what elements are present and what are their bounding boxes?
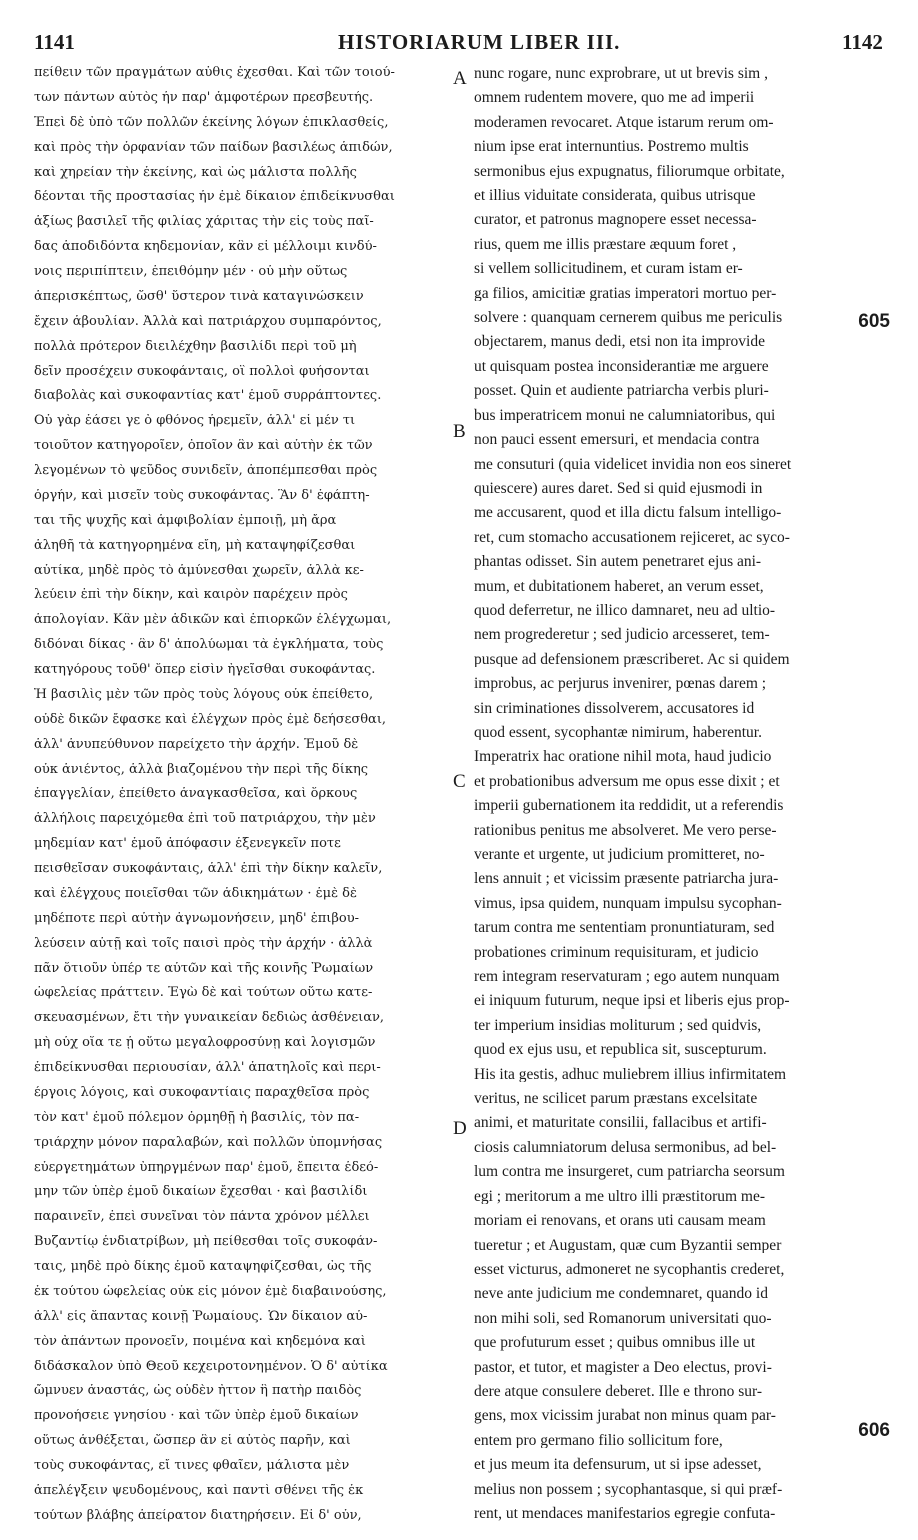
latin-text-line: objectarem, manus dedi, etsi non ita improvide [474, 334, 765, 350]
latin-text-line: sin criminationes dissolverem, accusatores id [474, 700, 755, 717]
latin-text-line: lum contra me insurgeret, cum patriarcha seorsum [474, 1164, 785, 1180]
latin-text-line: nunc rogare, nunc exprobrare, ut ut brevis sim , [474, 66, 768, 82]
latin-text-line: bus imperatricem monui ne calumniatoribus, qui [474, 407, 776, 424]
greek-text-line: δέονται τῆς προστασίας ἦν ἐμὲ δίκαιον ἐπιδείκνυσθαι [34, 190, 395, 204]
margin-gutter [453, 66, 473, 1522]
greek-text-line: ὤμνυεν ἀναστάς, ὡς οὐδὲν ἧττον ἢ πατὴρ παιδὸς [34, 1384, 362, 1398]
latin-text-line: ut quisquam postea inconsiderantiæ me arguere [474, 358, 769, 375]
greek-text-line: ται τῆς ψυχῆς καὶ ἀμφιβολίαν ἐμποιῇ, μὴ ἄρα [34, 513, 337, 527]
latin-text-line: tueretur ; et Augustam, quæ cum Byzantii semper [474, 1237, 782, 1253]
margin-letter-d: D [453, 1118, 467, 1139]
latin-text-line: curator, et patronus magnopere esset necessa- [474, 212, 757, 228]
latin-text-line: probationes criminum requisituram, et judicio [474, 944, 759, 961]
right-page-number: 1142 [842, 30, 883, 54]
latin-text-line: gens, mox vicissim jurabat non minus quam par- [474, 1408, 776, 1424]
greek-text-line: ἀληθῆ τὰ κατηγορημένα εἴη, μὴ καταψηφίζεσθαι [34, 538, 356, 552]
margin-letter-c: C [453, 771, 466, 792]
greek-text-line: νοις περιπίπτειν, ἐπειθόμην μέν · οὐ μὴν οὕτως [34, 265, 348, 278]
greek-text-line: ἔχειν ἀβουλίαν. Ἀλλὰ καὶ πατριάρχου συμπαρόντος, [34, 314, 382, 328]
greek-text-line: των πάντων αὐτὸς ἦν παρ' ἀμφοτέρων πρεσβευτής. [34, 90, 374, 104]
greek-text-line: παραινεῖν, ἐπεὶ συνεῖναι τὸν πάντα χρόνον μέλλει [34, 1210, 370, 1224]
latin-text-line: sermonibus ejus expugnatus, filiorumque orbitate, [474, 163, 785, 180]
greek-column [34, 66, 452, 1522]
latin-text-line: pastor, et tutor, et magister a Deo electus, provi- [474, 1359, 772, 1376]
latin-text-line: nem progrederetur ; sed judicio arcesseret, tem- [474, 627, 770, 643]
latin-text-line: neve ante judicium me condemnaret, quando id [474, 1286, 768, 1302]
latin-text-line: moderamen revocaret. Atque istarum rerum om- [474, 114, 774, 131]
latin-text-line: dere atque consulere deberet. Ille e throno sur- [474, 1383, 763, 1400]
greek-text-line: οὐκ ἀνιέντος, ἀλλὰ βιαζομένου τὴν περὶ τῆς δίκης [34, 762, 369, 776]
greek-text-line: καὶ πρὸς τὴν ὀρφανίαν τῶν παίδων βασιλέως ἀπιδών, [34, 140, 393, 154]
greek-text-line: Οὐ γὰρ ἐάσει γε ὁ φθόνος ἠρεμεῖν, ἀλλ' εἰ μέν τι [34, 414, 356, 428]
greek-text-line: πείθειν τῶν πραγμάτων αὐθις ἐχεσθαι. Καὶ τῶν τοιού- [34, 66, 395, 79]
greek-text-line: ἀλλ' ἀνυπεύθυνον παρείχετο τὴν ἀρχήν. Ἐμοῦ δὲ [34, 737, 359, 751]
latin-text-line: solvere : quanquam cernerem quibus me periculis [474, 310, 783, 326]
greek-text-line: εὐεργετημάτων ὑπηργμένων παρ' ἐμοῦ, ἔπειτα ἐδεό- [34, 1160, 379, 1174]
latin-text-line: moriam ei renovans, et orans uti causam meam [474, 1213, 766, 1229]
greek-text-line: ἀπελέγξειν ψευδομένους, καὶ παντὶ σθένει τῆς ἐκ [34, 1483, 364, 1497]
greek-text-line: καὶ ἐλέγχους ποιεῖσθαι τῶν ἀδικημάτων · ἐμὲ δὲ [34, 886, 357, 900]
greek-text-line: μηδεμίαν κατ' ἐμοῦ ἀπόφασιν ἐξενεγκεῖν ποτε [34, 837, 341, 851]
latin-text-line: non mihi soli, sed Romanorum universitati quo- [474, 1310, 772, 1327]
latin-text-line: entem pro germano filio sollicitum fore, [474, 1432, 723, 1449]
greek-text-line: ἐκ τούτου ὠφελείας οὐκ εἰς μόνον ἐμὲ διαβαινούσης, [34, 1284, 387, 1298]
greek-text-line: ἀπερισκέπτως, ὥσθ' ὕστερον τινὰ καταγινώσκειν [34, 289, 364, 303]
latin-text-line: quod essent, sycophantæ nimirum, haberentur. [474, 724, 762, 741]
latin-text-line: tarum contra me sententiam pronuntiaturam, sed [474, 920, 775, 936]
latin-text-line: veritus, ne scilicet parum præstans excelsitate [474, 1091, 758, 1107]
latin-text-line: ter imperium insidias moliturum ; sed quidvis, [474, 1017, 762, 1034]
latin-text-line: me consuturi (quia videlicet invidia non eos sineret [474, 456, 792, 472]
latin-text-line: verante et urgente, ut judicium promitteret, no- [474, 847, 765, 863]
latin-text-line: lens annuit ; et vicissim præsente patriarcha jura- [474, 871, 779, 887]
greek-text-line: έργοις λόγοις, καὶ συκοφαντίαις παραχθεῖσα πρὸς [34, 1085, 370, 1099]
marginal-number-606: 606 [858, 1420, 890, 1441]
latin-text-line: rationibus penitus me absolveret. Me vero perse- [474, 822, 777, 839]
latin-text-line: quod ex ejus usu, et republica sit, suscepturum. [474, 1042, 767, 1058]
margin-letter-b: B [453, 421, 466, 442]
latin-column [474, 66, 888, 1522]
latin-text-line: quiescere) aures daret. Sed si quid ejusmodi in [474, 480, 763, 497]
latin-text-line: His ita gestis, adhuc muliebrem illius infirmitatem [474, 1066, 787, 1083]
latin-text-line: esset victurus, admoneret ne sycophantis crederet, [474, 1261, 785, 1278]
greek-text-line: δεῖν προσέχειν συκοφάνταις, οἳ πολλοὶ φυήσονται [34, 364, 370, 378]
greek-text-line: σκευασμένων, ἔτι τὴν γυναικείαν δεδιὼς ἀσθένειαν, [34, 1011, 385, 1025]
latin-text-line: ciosis calumniatorum delusa sermonibus, ad bel- [474, 1139, 777, 1156]
greek-text-line: Βυζαντίῳ ἐνδιατρίβων, μὴ πείθεσθαι τοῖς συκοφάν- [34, 1235, 378, 1249]
latin-text-line: melius non possem ; sycophantasque, si qui præf- [474, 1481, 783, 1498]
greek-text-line: τοιοῦτον κατηγοροῖεν, ὁποῖον ἂν καὶ αὐτὴν ἐκ τῶν [34, 439, 373, 453]
marginal-number-605: 605 [858, 311, 890, 332]
left-page-number: 1141 [34, 30, 75, 54]
latin-text-line: ei iniquum futurum, neque ipsi et liberis ejus prop- [474, 993, 790, 1009]
latin-text-line: nium ipse erat internuntius. Postremo multis [474, 139, 749, 155]
margin-letter-a: A [453, 68, 467, 89]
greek-text-line: διαβολὰς καὶ συκοφαντίας κατ' ἐμοῦ συρράπτοντες. [34, 389, 382, 403]
greek-text-line: κατηγόρους τοῦθ' ὅπερ εἰσὶν ἡγεῖσθαι συκοφάντας. [34, 663, 376, 676]
greek-text-line: ἀπολογίαν. Κἂν μὲν ἀδικῶν καὶ ἐπιορκῶν ἐλέγχωμαι, [34, 613, 392, 627]
latin-text-line: rius, quem me illis præstare æquum foret , [474, 236, 737, 253]
greek-text-line: αὐτίκα, μηδὲ πρὸς τὸ ἀμύνεσθαι χωρεῖν, ἀλλὰ κε- [34, 563, 364, 577]
latin-text-line: et jus meum ita defensurum, ut si ipse adesset, [474, 1457, 762, 1473]
greek-text-line: ἀλλήλοις παρειχόμεθα ἐπὶ τοῦ πατριάρχου, τὴν μὲν [34, 812, 376, 826]
greek-text-line: μὴ οὐχ οἵα τε ᾖ οὕτω μεγαλοφροσύνῃ καὶ λογισμῶν [34, 1036, 376, 1050]
greek-text-line: λεγομένων τὸ ψεῦδος συνιδεῖν, ἀποπέμπεσθαι πρὸς [34, 464, 378, 477]
greek-text-line: μηδέποτε περὶ αὐτὴν ἀγνωμονήσειν, μηδ' ἐπιβου- [34, 911, 359, 925]
latin-text-line: phantas odisset. Sin autem penetraret ejus ani- [474, 554, 762, 570]
latin-text-line: et illius viduitate considerata, quibus utrisque [474, 188, 756, 204]
greek-text-line: προνοήσειε γνησίου · καὶ τῶν ὑπὲρ ἐμοῦ δικαίων [34, 1409, 359, 1423]
latin-text-line: animi, et maturitate consilii, fallacibus et artifi- [474, 1115, 767, 1131]
greek-text-line: ὠφελείας πράττειν. Ἐγὼ δὲ καὶ τούτων οὕτω κατε- [34, 986, 373, 1000]
latin-text-line: quod deferretur, ne illico damnaret, neu ad ultio- [474, 602, 776, 619]
latin-text-line: ret, cum stomacho accusationem rejiceret, ac syco- [474, 529, 790, 546]
greek-text-line: τούτων βλάβης ἀπείρατον διατηρήσειν. Εἰ δ' οὖν, [34, 1508, 362, 1522]
latin-text-line: non pauci essent emersuri, et mendacia contra [474, 432, 760, 448]
greek-text-line: ἐπιδείκνυσθαι περιουσίαν, ἀλλ' ἀπατηλοῖς καὶ περι- [34, 1061, 381, 1074]
greek-text-line: καὶ χηρείαν τὴν ἐκείνης, καὶ ὡς μάλιστα πολλῆς [34, 165, 357, 179]
latin-text-line: si vellem sollicitudinem, et curam istam er- [474, 261, 743, 277]
latin-text-line: improbus, ac perjurus invenirer, pœnas darem ; [474, 676, 767, 692]
latin-text-line: et probationibus adversum me opus esse dixit ; et [474, 773, 780, 790]
greek-text-line: ἀξίως βασιλεῖ τῆς φιλίας χάριτας τὴν εἰς τοὺς παῖ- [34, 215, 374, 229]
running-title: HISTORIARUM LIBER III. [338, 30, 621, 54]
greek-text-line: τριάρχην μόνον παραλαβών, καὶ πολλῶν ὑπομνήσας [34, 1135, 383, 1149]
greek-text-line: ὀργήν, καὶ μισεῖν τοὺς συκοφάντας. Ἂν δ' ἐφάπτη- [34, 488, 370, 502]
latin-text-line: vimus, ipsa quidem, nunquam impulsu sycophan- [474, 895, 782, 912]
greek-text-line: λεύειν ἐπὶ τὴν δίκην, καὶ καιρὸν παρέχειν πρὸς [34, 588, 348, 602]
latin-text-line: omnem rudentem movere, quo me ad imperii [474, 90, 755, 106]
latin-text-line: rent, ut mendaces manifestarios egregie confuta- [474, 1505, 776, 1522]
greek-text-line: πεισθεῖσαν συκοφάνταις, ἀλλ' ἐπὶ τὴν δίκην καλεῖν, [34, 862, 383, 875]
latin-text-line: ga filios, amicitiæ gratias imperatori mortuo per- [474, 285, 777, 302]
greek-text-line: ταις, μηδὲ πρὸ δίκης ἐμοῦ καταψηφίζεσθαι, ὡς τῆς [34, 1260, 372, 1273]
greek-text-line: πᾶν ὅτιοῦν ὑπέρ τε αὐτῶν καὶ τῆς κοινῆς Ῥωμαίων [34, 961, 374, 975]
greek-text-line: δας ἀποδιδόντα κηδεμονίαν, κἂν εἰ μέλλοιμι κινδύ- [34, 240, 377, 254]
greek-text-line: τοὺς συκοφάντας, εἴ τινες φθαῖεν, μάλιστα μὲν [34, 1459, 350, 1472]
greek-text-line: διδόναι δίκας · ἂν δ' ἀπολύωμαι τὰ ἐγκλήματα, τοὺς [34, 638, 384, 652]
greek-text-line: ἀλλ' εἰς ἅπαντας κοινῇ Ῥωμαίους. Ὧν δίκαιον αὐ- [34, 1309, 368, 1323]
latin-text-line: pusque ad defensionem præscriberet. Ac si quidem [474, 651, 790, 668]
greek-text-line: τὸν κατ' ἐμοῦ πόλεμον ὁρμηθῇ ἡ βασιλίς, τὸν πα- [34, 1110, 360, 1124]
latin-text-line: que profuturum esset ; quibus omnibus ille ut [474, 1335, 756, 1351]
latin-text-line: rem integram reservaturam ; ego autem nunquam [474, 969, 780, 985]
latin-text-line: me accusarent, quod et illa dictu falsum intelligo- [474, 505, 782, 521]
latin-text-line: Imperatrix hac oratione nihil mota, haud judicio [474, 749, 772, 765]
greek-text-line: διδάσκαλον ὑπὸ Θεοῦ κεχειροτονημένον. Ὁ δ' αὐτίκα [34, 1359, 388, 1373]
greek-text-line: πολλὰ πρότερον διειλέχθην βασιλίδι περὶ τοῦ μὴ [34, 339, 357, 353]
greek-text-line: Ἡ βασιλὶς μὲν τῶν πρὸς τοὺς λόγους οὐκ ἐπείθετο, [34, 687, 374, 701]
greek-text-line: Ἐπεὶ δὲ ὑπὸ τῶν πολλῶν ἐκείνης λόγων ἐπικλασθείς, [34, 115, 389, 129]
latin-text-line: posset. Quin et audiente patriarcha verbis pluri- [474, 383, 769, 399]
latin-text-line: egi ; meritorum a me ultro illi præstitorum me- [474, 1188, 766, 1205]
latin-text-line: mum, et dubitationem haberet, an verum esset, [474, 578, 764, 595]
greek-text-line: οὐδὲ δικῶν ἔφασκε καὶ ἐλέγχων πρὸς ἐμὲ δεήσεσθαι, [34, 712, 387, 726]
greek-text-line: τὸν ἁπάντων προνοεῖν, ποιμένα καὶ κηδεμόνα καὶ [34, 1334, 366, 1348]
latin-text-line: imperii gubernationem ita reddidit, ut a referendis [474, 798, 784, 814]
greek-text-line: ἐπαγγελίαν, ἐπείθετο ἀναγκασθεῖσα, καὶ ὅρκους [34, 787, 358, 801]
greek-text-line: οὕτως ἀνθέξεται, ὥσπερ ἂν εἰ αὐτὸς παρῆν, καὶ [34, 1434, 351, 1448]
greek-text-line: λεύσειν αὐτῇ καὶ τοῖς παισὶ πρὸς τὴν ἀρχήν · ἀλλὰ [34, 936, 373, 950]
greek-text-line: μην τῶν ὑπὲρ ἐμοῦ δικαίων ἔχεσθαι · καὶ βασιλίδι [34, 1185, 368, 1199]
